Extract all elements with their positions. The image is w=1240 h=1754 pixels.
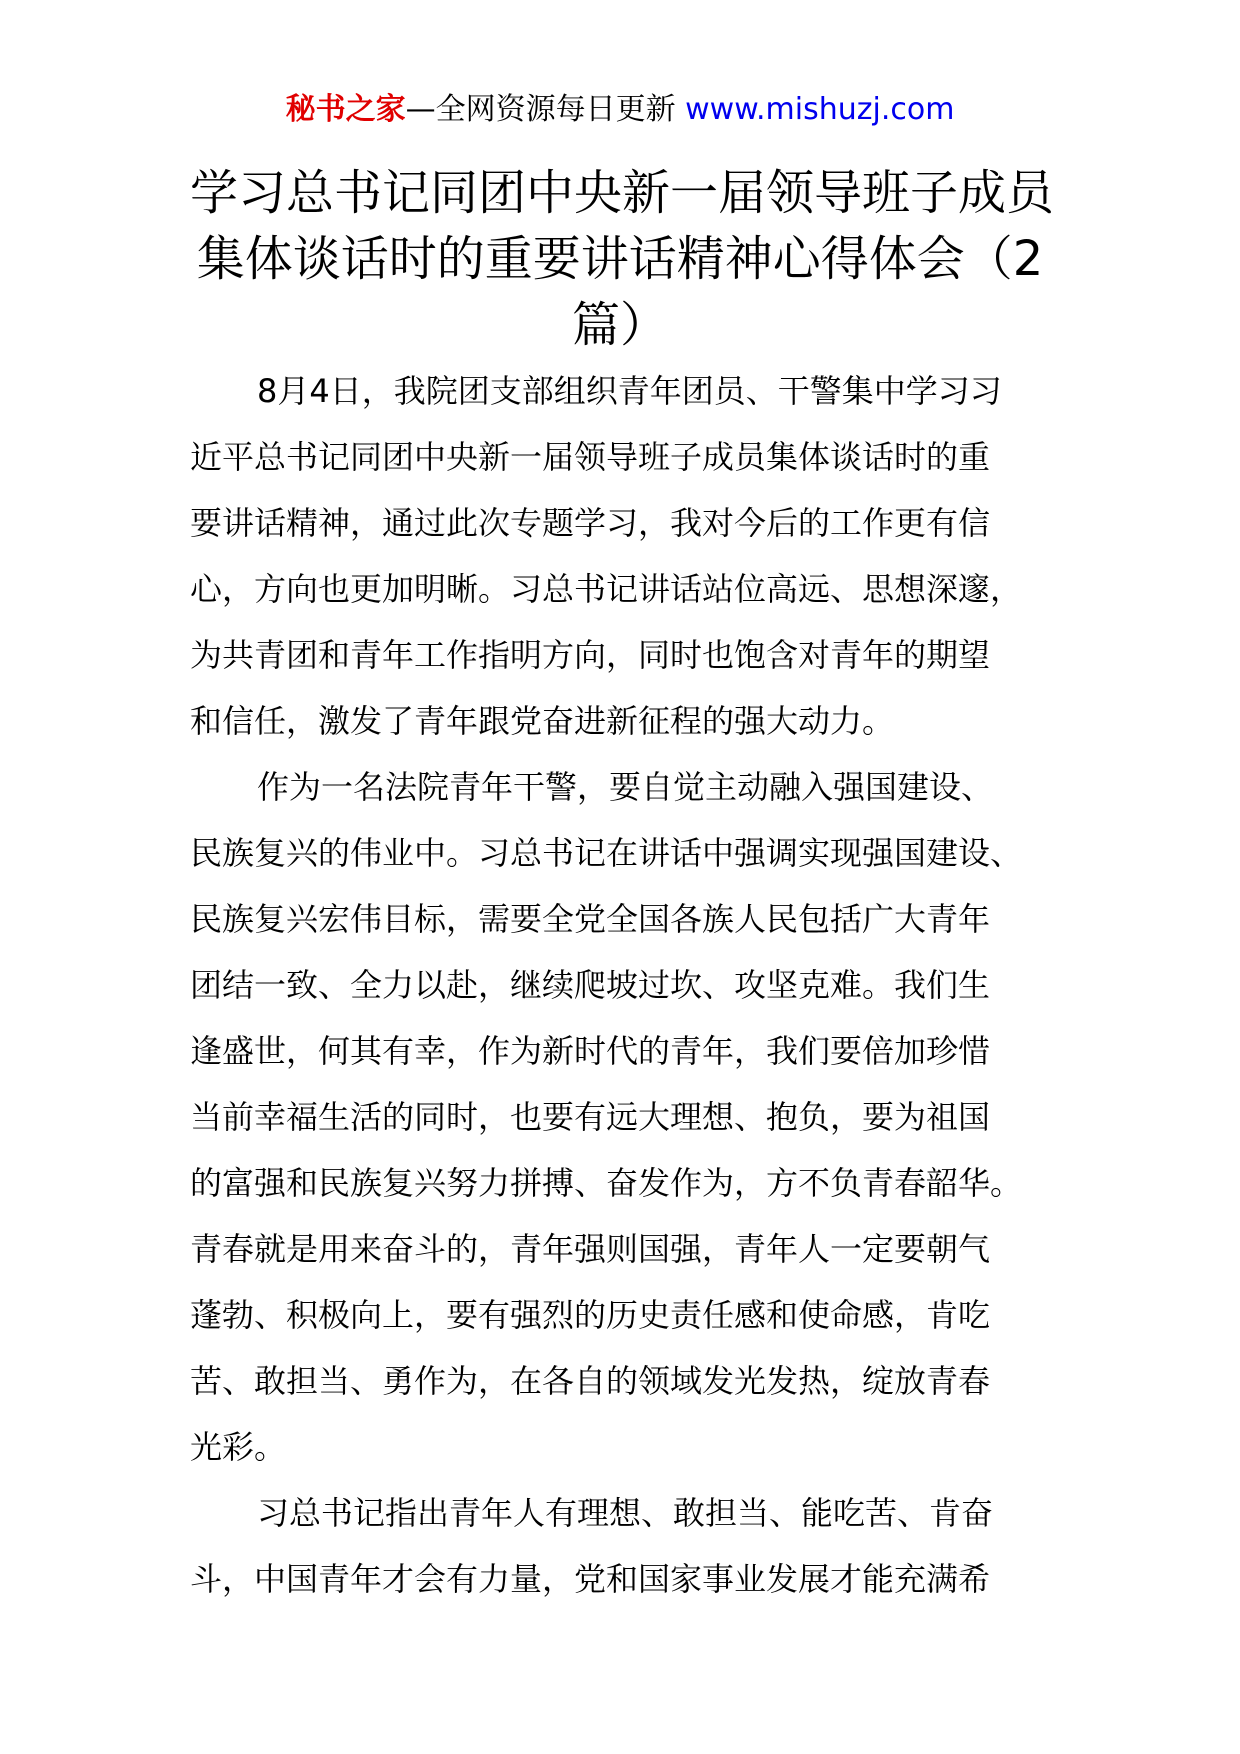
paragraph-line: 苦、敢担当、勇作为，在各自的领域发光发热，绽放青春 <box>190 1362 991 1400</box>
paragraph-line: 民族复兴宏伟目标，需要全党全国各族人民包括广大青年 <box>190 900 991 938</box>
document-title <box>190 160 1055 358</box>
paragraph-line: 当前幸福生活的同时，也要有远大理想、抱负，要为祖国 <box>190 1098 991 1136</box>
paragraph-line: 和信任，激发了青年跟党奋进新征程的强大动力。 <box>190 702 895 740</box>
paragraph-line: 逢盛世，何其有幸，作为新时代的青年，我们要倍加珍惜 <box>190 1032 991 1070</box>
title-line: 学习总书记同团中央新一届领导班子成员 <box>190 165 1055 221</box>
paragraph-line: 为共青团和青年工作指明方向，同时也饱含对青年的期望 <box>190 636 991 674</box>
paragraph-line: 近平总书记同团中央新一届领导班子成员集体谈话时的重 <box>190 438 991 476</box>
paragraph <box>190 754 1050 1480</box>
paragraph-line: 要讲话精神，通过此次专题学习，我对今后的工作更有信 <box>190 504 991 542</box>
paragraph-line: 作为一名法院青年干警，要自觉主动融入强国建设、 <box>257 768 994 806</box>
paragraph-line: 民族复兴的伟业中。习总书记在讲话中强调实现强国建设、 <box>190 834 1023 872</box>
paragraph-line: 青春就是用来奋斗的，青年强则国强，青年人一定要朝气 <box>190 1230 991 1268</box>
site-brand: 秘书之家 <box>285 92 406 127</box>
site-header <box>0 90 1240 130</box>
paragraph-line: 心，方向也更加明晰。习总书记讲话站位高远、思想深邃， <box>190 570 1023 608</box>
paragraph-line: 团结一致、全力以赴，继续爬坡过坎、攻坚克难。我们生 <box>190 966 991 1004</box>
paragraph-line: 光彩。 <box>190 1428 287 1466</box>
paragraph-line: 斗，中国青年才会有力量，党和国家事业发展才能充满希 <box>190 1560 991 1598</box>
site-tagline: —全网资源每日更新 <box>405 92 676 127</box>
paragraph-line: 蓬勃、积极向上，要有强烈的历史责任感和使命感，肯吃 <box>190 1296 991 1334</box>
paragraph-line: 8月4日，我院团支部组织青年团员、干警集中学习习 <box>257 372 1002 410</box>
title-line: 篇） <box>571 297 668 353</box>
paragraph-line: 习总书记指出青年人有理想、敢担当、能吃苦、肯奋 <box>257 1494 994 1532</box>
paragraph <box>190 358 1050 754</box>
document-body <box>190 358 1050 1612</box>
title-line: 集体谈话时的重要讲话精神心得体会（2 <box>196 231 1044 287</box>
paragraph <box>190 1480 1050 1612</box>
site-url-link[interactable]: www.mishuzj.com <box>685 92 955 127</box>
paragraph-line: 的富强和民族复兴努力拼搏、奋发作为，方不负青春韶华。 <box>190 1164 1023 1202</box>
